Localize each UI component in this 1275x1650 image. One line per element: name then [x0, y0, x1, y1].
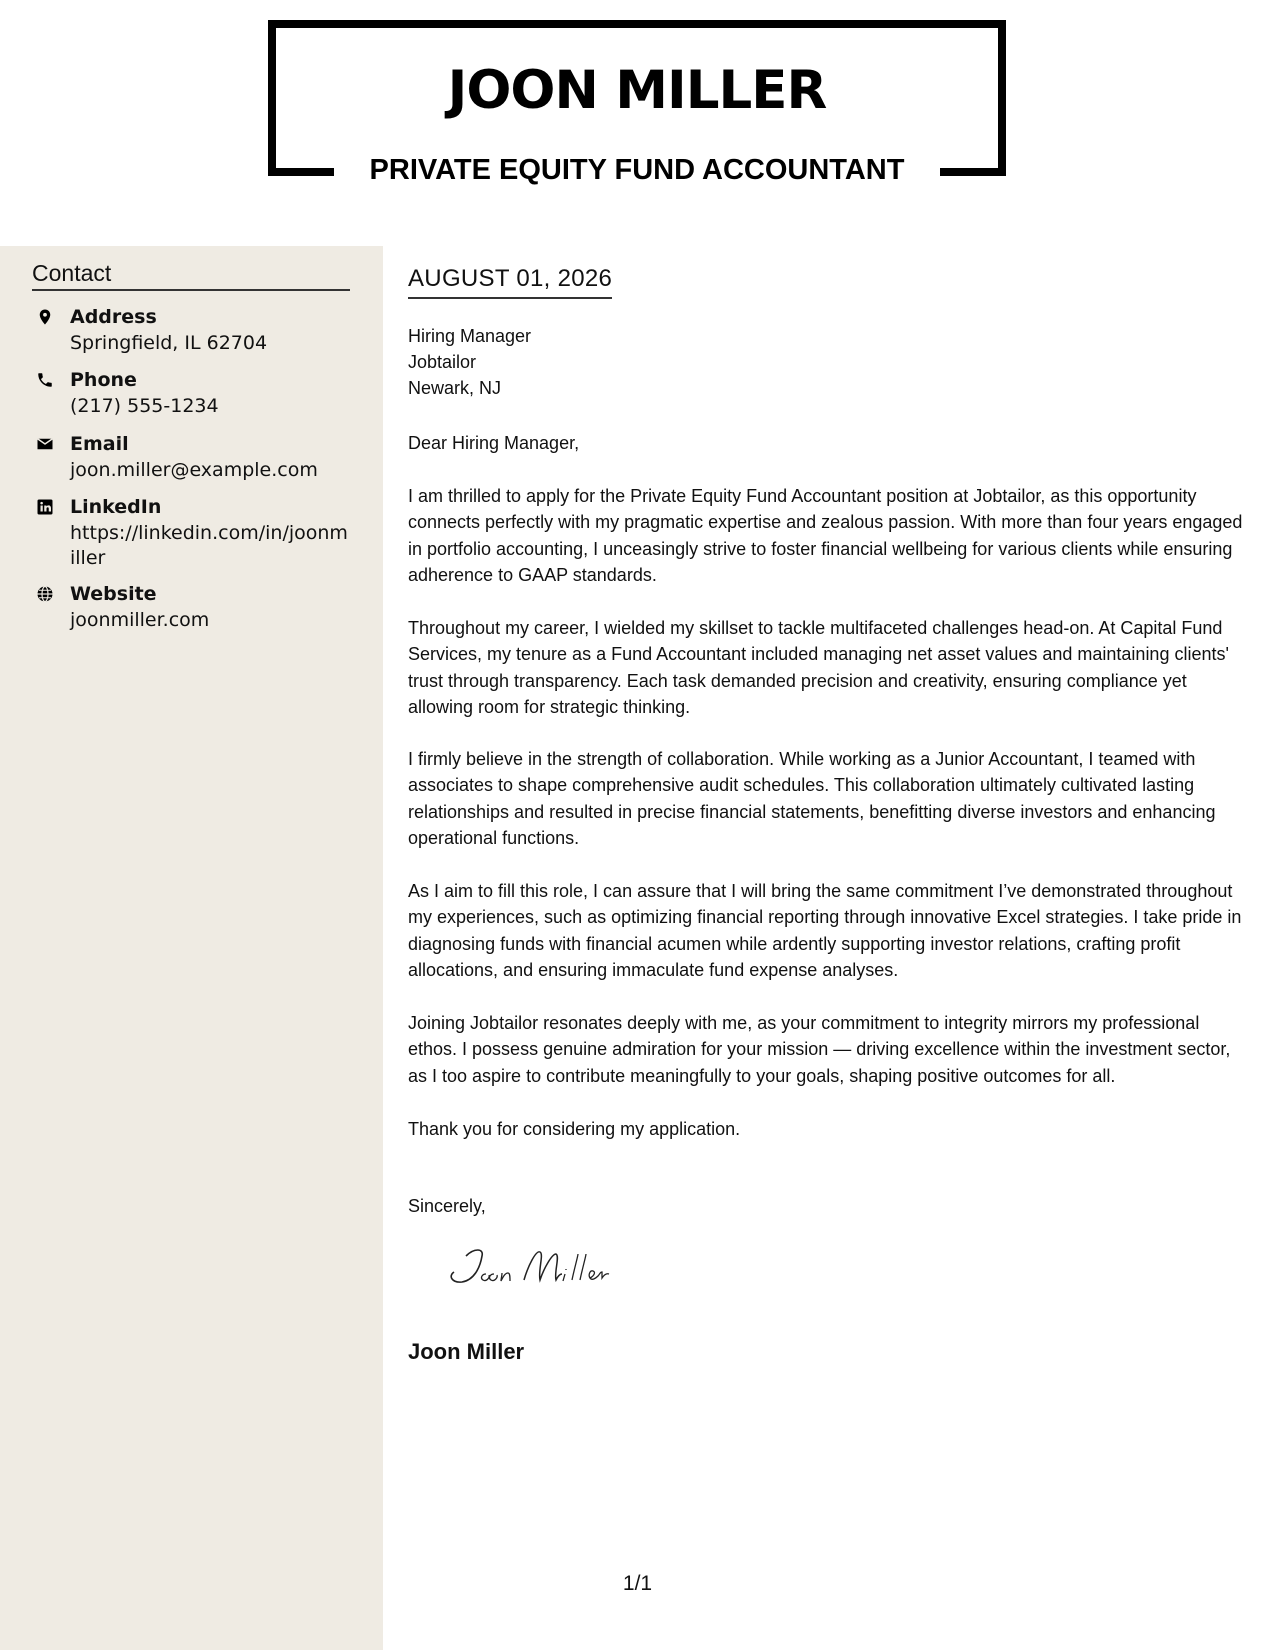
recipient-line: Hiring Manager — [408, 326, 532, 346]
signer-name: Joon Miller — [408, 1339, 525, 1364]
sign-off: Sincerely, — [408, 1196, 486, 1216]
paragraph: Joining Jobtailor resonates deeply with me, as your commitment to integrity mirrors my professional ethos. I possess genuine admiration for your mission — driving excellence within the investment sector, as I too aspire to contribute meaningfully to your goals, shaping positive outcomes for all. — [408, 1013, 1231, 1086]
globe-icon — [36, 585, 54, 603]
recipient-block — [408, 323, 531, 401]
page-number-text: 1/1 — [622, 1572, 653, 1595]
paragraph: Thank you for considering my application. — [408, 1119, 741, 1139]
page-number — [0, 1572, 1275, 1596]
envelope-icon — [36, 435, 54, 453]
location-pin-icon — [36, 308, 54, 326]
contact-heading: Contact — [32, 260, 350, 291]
letter-date: AUGUST 01, 2026 — [408, 265, 612, 299]
applicant-name: JOON MILLER — [447, 60, 827, 121]
salutation: Dear Hiring Manager, — [408, 433, 580, 453]
frame-top-border — [268, 20, 1006, 28]
paragraph: I am thrilled to apply for the Private Equity Fund Accountant position at Jobtailor, as this opportunity connects perfectly with my pragmatic expertise and zealous passion. With more than four years engaged in portfolio accounting, I unceasingly strive to foster financial wellbeing for various clients while ensuring adherence to GAAP standards. — [408, 486, 1243, 585]
recipient-line: Jobtailor — [408, 352, 477, 372]
contact-value[interactable]: https://linkedin.com/in/joonmiller — [70, 522, 348, 569]
contact-label: LinkedIn — [70, 496, 162, 518]
contact-label: Website — [70, 583, 157, 605]
contact-value[interactable]: joon.miller@example.com — [70, 459, 318, 481]
phone-icon — [36, 371, 54, 389]
paragraph: As I aim to fill this role, I can assure that I will bring the same commitment I’ve demonstrated throughout my experiences, such as optimizing financial reporting through innovative Excel strategies. I take pride in diagnosing funds with financial acumen while ardently supporting investor relations, crafting profit allocations, and ensuring immaculate fund expense analyses. — [408, 881, 1242, 980]
contact-value: Springfield, IL 62704 — [70, 332, 268, 354]
job-title: PRIVATE EQUITY FUND ACCOUNTANT — [369, 154, 905, 186]
paragraph: Throughout my career, I wielded my skillset to tackle multifaceted challenges head-on. At Capital Fund Services, my tenure as a Fund Accountant included managing net asset values and maintaining clients' trust through transparency. Each task demanded precision and creativity, ensuring compliance yet allowing room for strategic thinking. — [408, 618, 1229, 717]
contact-label: Email — [70, 433, 129, 455]
handwritten-signature — [444, 1236, 644, 1296]
contact-label: Phone — [70, 369, 137, 391]
paragraph: I firmly believe in the strength of collaboration. While working as a Junior Accountant, I teamed with associates to shape comprehensive audit schedules. This collaboration ultimately cultivated lasting relationships and resulted in precise financial statements, benefitting diverse investors and enhancing operational functions. — [408, 749, 1216, 848]
contact-value: (217) 555-1234 — [70, 395, 219, 417]
contact-label: Address — [70, 306, 157, 328]
contact-value[interactable]: joonmiller.com — [70, 609, 210, 631]
recipient-line: Newark, NJ — [408, 378, 502, 398]
linkedin-icon — [36, 498, 54, 516]
contact-sidebar — [0, 246, 383, 1650]
